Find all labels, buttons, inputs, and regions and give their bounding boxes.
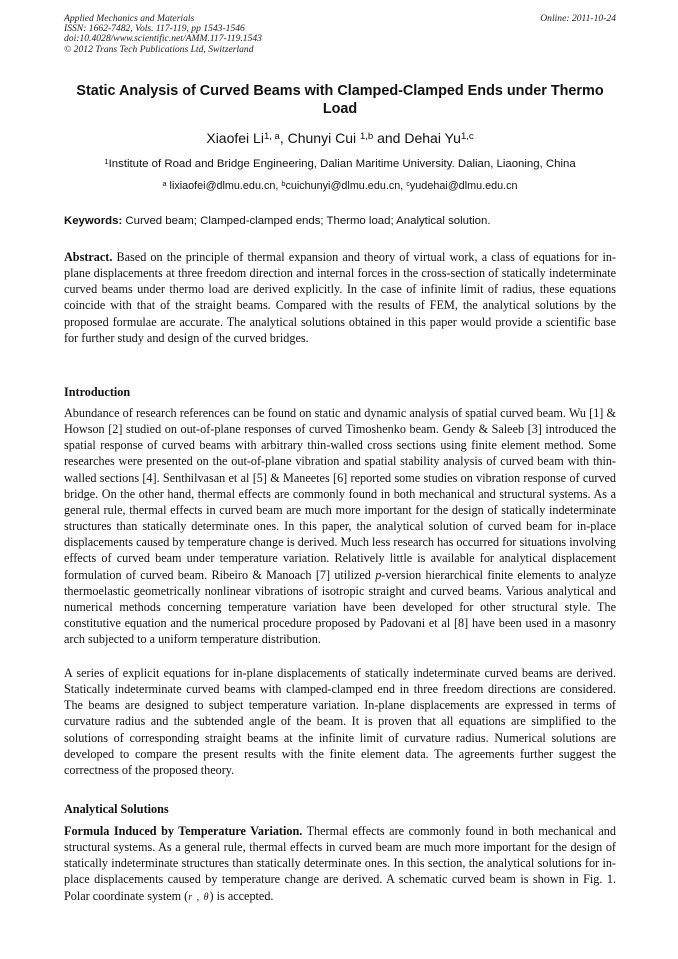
journal-header (64, 14, 616, 55)
copyright-line: © 2012 Trans Tech Publications Ltd, Switzerland (64, 43, 254, 55)
email-superscript: c (406, 178, 410, 188)
variable-symbol: p (375, 567, 382, 582)
subsection-heading: Formula Induced by Temperature Variation. (64, 824, 303, 838)
introduction-paragraph-1 (64, 405, 616, 647)
paragraph-text: Abundance of research references can be found on static and dynamic analysis of spatial curved beam. Wu [1] & Howson [2] studied on out-of-plane responses of curved Timoshenko beam. Gendy & Saleeb [3] introduced the spatial response of curved beams with arbitrary thin-walled cross sections using finite element method. Some researches were presented on the out-of-plane vibration and spatial stability analysis of curved beam with thin-walled sections [4]. Senthilvasan et al [5] & Maneetes [6] reported some studies on vibration response of curved bridge. On the other hand, thermal effects are commonly found in both mechanical and structural systems. As a general rule, thermal effects in curved beam are much more important for the design of statically indeterminate structures than statically determinate ones. In this paper, the analytical solution of curved beam for in-place displacements caused by temperature change is derived. Much less research has occurred for situations involving effects of curved beam under temperature variation. Relatively little is available for analytical displacement formulation of curved beam. Ribeiro & Manoach [7] utilized (64, 406, 616, 582)
coordinate-symbols: r , θ (188, 891, 210, 903)
email-address: cuichunyi@dlmu.edu.cn, (285, 180, 407, 192)
keywords-label: Keywords: (64, 215, 123, 227)
author-name: Dehai Yu (404, 130, 461, 146)
email-superscript: b (281, 178, 286, 188)
paragraph-text: -version hierarchical finite elements to analyze thermoelastic geometrically nonlinear vibrations of isotropic straight and curved beams. Various analytical and numerical methods concerning temperature variation have been developed for other structural style. The constitutive equation and the numerical procedure proposed by Padovani et al [8] have been used in a masonry arch subjected to a uniform temperature distribution. (64, 567, 616, 647)
doi-line: doi:10.4028/www.scientific.net/AMM.117-119.1543 (64, 33, 262, 45)
email-superscript: a (162, 178, 167, 188)
abstract (64, 249, 616, 346)
affiliation-text: Institute of Road and Bridge Engineering, Dalian Maritime University. Dalian, Liaoning, China (108, 158, 576, 170)
affiliation (64, 157, 616, 172)
issn-line: ISSN: 1662-7482, Vols. 117-119, pp 1543-1546 (64, 23, 245, 35)
introduction-paragraph-2: A series of explicit equations for in-plane displacements of statically indeterminate curved beams are derived. Statically indeterminate curved beams with clamped-clamped end in three freedom directions are considered. The beams are designed to subject temperature variation. In-plane displacements are expressed in terms of curvature radius and the subtended angle of the beam. It is proven that all equations are simplified to the solutions of corresponding straight beams at the infinite limit of curvature radius. Numerical solutions are developed to compare the present results with the finite element data. The agreements further suggest the correctness of the proposed theory. (64, 666, 616, 777)
keywords (64, 214, 616, 228)
journal-name: Applied Mechanics and Materials (64, 13, 195, 24)
affiliation-superscript: 1 (104, 156, 109, 166)
keywords-text: Curved beam; Clamped-clamped ends; Thermo load; Analytical solution. (122, 215, 491, 227)
email-address: yudehai@dlmu.edu.cn (409, 180, 518, 192)
section-heading-analytical-solutions: Analytical Solutions (64, 802, 169, 816)
author-superscript: 1, a (263, 130, 280, 142)
abstract-label: Abstract. (64, 250, 113, 264)
section-heading-introduction: Introduction (64, 385, 131, 399)
online-date: Online: 2011-10-24 (540, 13, 616, 24)
author-separator: and (373, 130, 405, 146)
analytical-paragraph (64, 823, 616, 906)
paragraph-text: Thermal effects are commonly found in both mechanical and structural systems. As a general rule, thermal effects in curved beam are much more important for the design of statically indeterminate structures than statically determinate ones. In this section, the analytical solutions for in-place displacements caused by temperature change are derived. A schematic curved beam is shown in Fig. 1. Polar coordinate system ( (64, 824, 616, 903)
author-list (64, 129, 616, 150)
author-superscript: 1,b (359, 130, 374, 142)
abstract-text: Based on the principle of thermal expansion and theory of virtual work, a class of equations for in-plane displacements at three freedom direction and internal forces in the cross-section of statically indeterminate curved beams under thermo load are derived explicitly. In the case of infinite limit of radius, these equations coincide with that of the straight beams. Compared with the results of FEM, the analytical solutions by the proposed formulae are accurate. The analytical solutions obtained in this paper would provide a scientific base for further study and design of the curved bridges. (64, 250, 616, 345)
author-superscript: 1,c (460, 130, 474, 142)
author-name: Xiaofei Li (206, 130, 264, 146)
author-separator: , (279, 130, 288, 146)
author-emails (64, 179, 616, 194)
email-address: lixiaofei@dlmu.edu.cn, (166, 180, 282, 192)
paper-title: Static Analysis of Curved Beams with Clamped-Clamped Ends under Thermo Load (76, 83, 604, 117)
author-name: Chunyi Cui (287, 130, 360, 146)
paragraph-text: ) is accepted. (209, 888, 274, 903)
